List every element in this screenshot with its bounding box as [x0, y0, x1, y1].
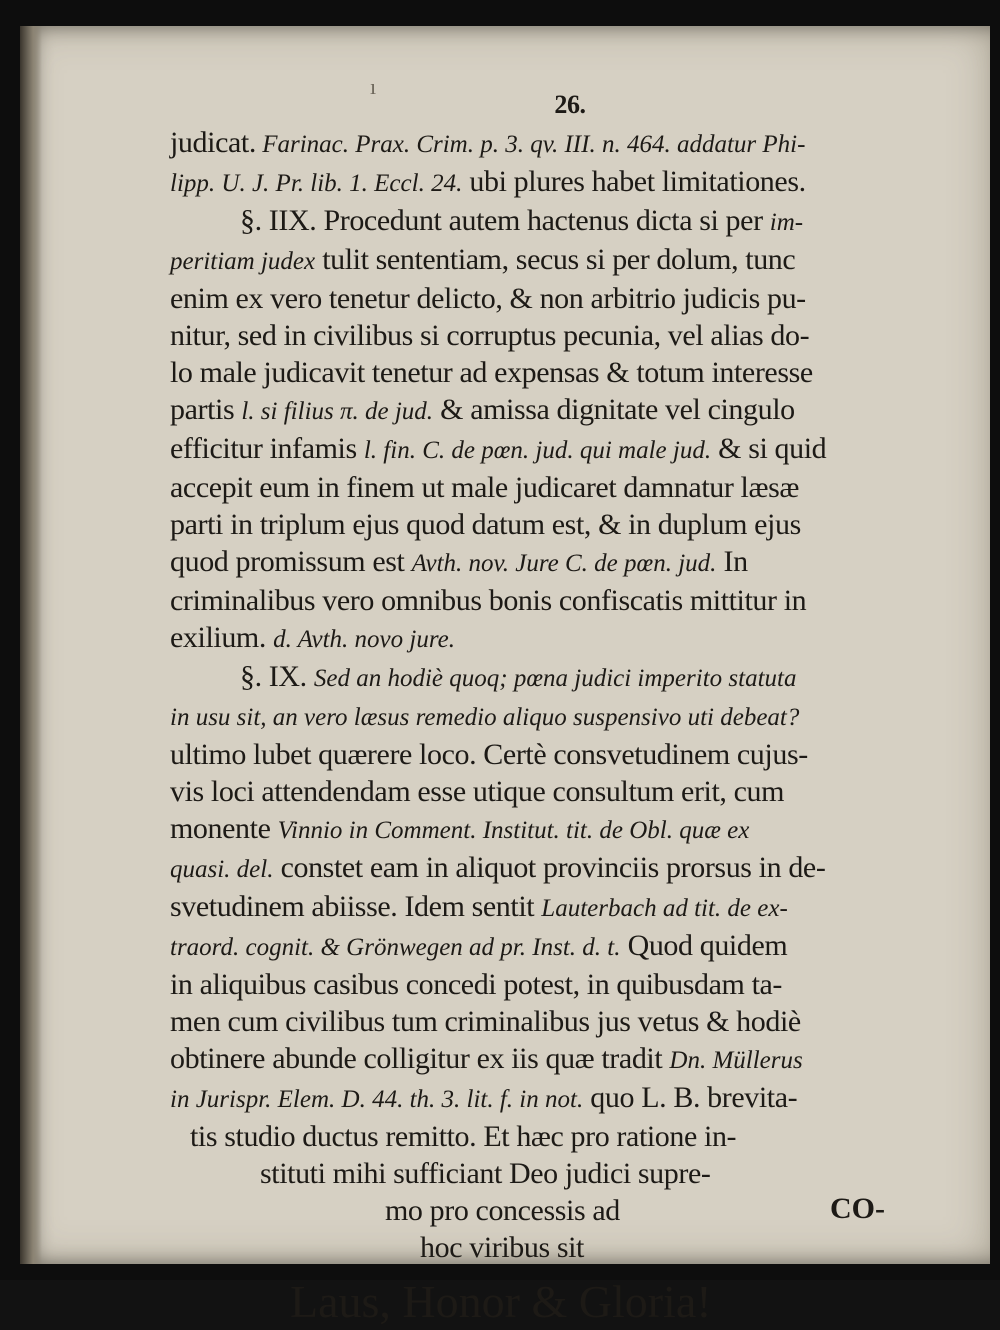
text-run: constet eam in aliquot provinciis prorsus in de-: [273, 851, 826, 884]
text-line: criminalibus vero omnibus bonis confiscatis mittitur in: [170, 584, 807, 617]
text-run: In: [716, 545, 748, 578]
text-line: parti in triplum ejus quod datum est, & in duplum ejus: [170, 508, 801, 541]
text-run: & amissa dignitate vel cingulo: [433, 393, 795, 426]
text-line: accepit eum in finem ut male judicaret damnatur læsæ: [170, 471, 799, 504]
text-line: [170, 810, 930, 849]
text-line: ultimo lubet quærere loco. Certè consvetudinem cujus-: [170, 738, 808, 771]
text-run: efficitur infamis: [170, 432, 364, 465]
text-line: [170, 849, 930, 888]
citation-italic: traord. cognit. & Grönwegen ad pr. Inst. d. t.: [170, 934, 621, 961]
tapering-line: hoc viribus sit: [420, 1231, 584, 1264]
text-line: [170, 430, 930, 469]
citation-italic: Dn. Müllerus: [669, 1047, 803, 1074]
citation-italic: d. Avth. novo jure.: [273, 626, 455, 653]
citation-italic: Avth. nov. Jure C. de pœn. jud.: [411, 550, 717, 577]
tapering-line: tis studio ductus remitto. Et hæc pro ratione in-: [190, 1120, 737, 1153]
text-line: in aliquibus casibus concedi potest, in quibusdam ta-: [170, 968, 783, 1001]
text-run: exilium.: [170, 621, 274, 654]
text-line: [170, 391, 930, 430]
text-line: [170, 124, 930, 163]
text-line: [170, 163, 930, 202]
text-run: judicat.: [170, 126, 256, 159]
text-line: [170, 1040, 930, 1079]
text-run: partis: [170, 393, 242, 426]
text-run: quo L. B. brevita-: [583, 1081, 798, 1114]
book-page: [20, 26, 990, 1327]
citation-italic: lipp. U. J. Pr. lib. 1. Eccl. 24.: [170, 170, 463, 197]
text-line: [170, 888, 930, 927]
text-line: [170, 241, 930, 280]
margin-mark: ı: [370, 74, 377, 99]
text-run: & si quid: [711, 432, 827, 465]
text-line: men cum civilibus tum criminalibus jus vetus & hodiè: [170, 1005, 801, 1038]
citation-italic: l. si filius π. de jud.: [241, 398, 434, 425]
text-run: §. IIX. Procedunt autem hactenus dicta si per: [240, 204, 770, 237]
text-line: lo male judicavit tenetur ad expensas & totum interesse: [170, 356, 813, 389]
tapering-line: stituti mihi sufficiant Deo judici supre-: [260, 1157, 711, 1190]
text-line: [170, 927, 930, 966]
tapering-line: mo pro concessis ad: [385, 1194, 620, 1227]
page-number: 26.: [554, 90, 586, 119]
text-line: vis loci attendendam esse utique consultum erit, cum: [170, 775, 785, 808]
book-spine-shadow: [20, 26, 42, 1264]
citation-italic: peritiam judex: [170, 248, 316, 275]
text-run: ubi plures habet limitationes.: [462, 165, 806, 198]
text-line: enim ex vero tenetur delicto, & non arbitrio judicis pu-: [170, 282, 806, 315]
text-run: monente: [170, 812, 278, 845]
citation-italic: Lauterbach ad tit. de ex-: [541, 895, 788, 922]
citation-italic: im-: [769, 209, 804, 236]
citation-italic: Farinac. Prax. Crim. p. 3. qv. III. n. 464. addatur Phi-: [255, 131, 806, 158]
closing-motto: Laus, Honor & Gloria!: [290, 1276, 712, 1327]
section-heading-line: [170, 202, 930, 241]
text-run: obtinere abunde colligitur ex iis quæ tradit: [170, 1042, 670, 1075]
text-run: Quod quidem: [620, 929, 788, 962]
citation-italic: l. fin. C. de pœn. jud. qui male jud.: [363, 437, 712, 464]
citation-italic: quasi. del.: [170, 856, 274, 883]
text-line: [170, 619, 930, 658]
question-italic: in usu sit, an vero læsus remedio aliquo suspensivo uti debeat?: [170, 704, 800, 731]
catchword: CO-: [830, 1192, 885, 1225]
text-line: [170, 1079, 930, 1118]
citation-italic: in Jurispr. Elem. D. 44. th. 3. lit. f. in not.: [170, 1086, 584, 1113]
text-run: quod promissum est: [170, 545, 412, 578]
question-italic: Sed an hodiè quoq; pœna judici imperito statuta: [313, 665, 797, 692]
text-run: tulit sententiam, secus si per dolum, tunc: [315, 243, 796, 276]
text-line: [170, 697, 930, 736]
page-text: [170, 90, 930, 1330]
text-line: nitur, sed in civilibus si corruptus pecunia, vel alias do-: [170, 319, 810, 352]
text-run: §. IX.: [240, 660, 314, 693]
text-run: svetudinem abiisse. Idem sentit: [170, 890, 542, 923]
section-heading-line: [170, 658, 930, 697]
text-line: [170, 543, 930, 582]
citation-italic: Vinnio in Comment. Institut. tit. de Obl. quæ ex: [277, 817, 750, 844]
